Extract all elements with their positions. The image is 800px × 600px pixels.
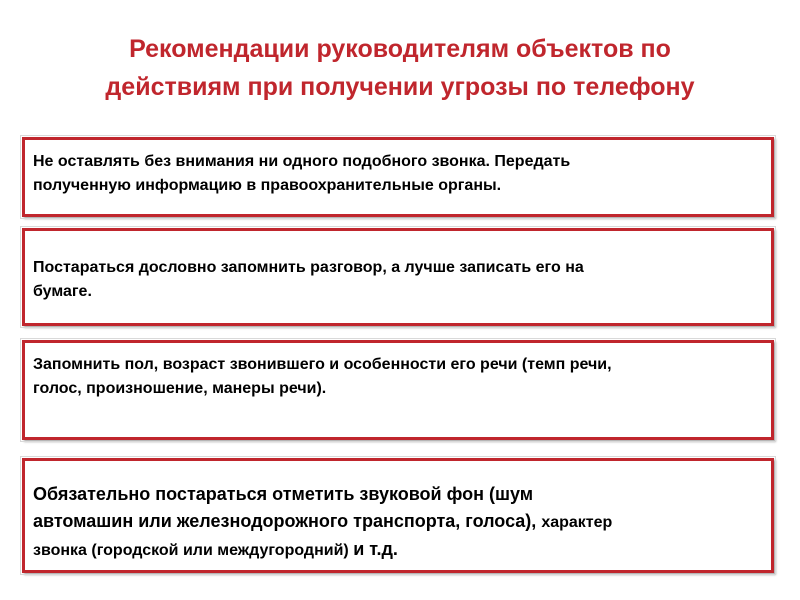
- title-line-2: действиям при получении угрозы по телефону: [105, 73, 695, 101]
- title-line-1: Рекомендации руководителям объектов по: [129, 35, 671, 63]
- recommendation-text-4-part-1: Обязательно постараться отметить звуковой фон (шум автомашин или железнодорожного транспорта, голоса),: [33, 484, 537, 531]
- recommendation-text-2: Постараться дословно запомнить разговор, а лучше записать его на бумаге.: [33, 259, 584, 300]
- recommendation-card-4: [22, 458, 774, 573]
- recommendation-text-1: Не оставлять без внимания ни одного подобного звонка. Передать полученную информацию в правоохранительные органы.: [33, 153, 571, 194]
- recommendation-text-3: Запомнить пол, возраст звонившего и особенности его речи (темп речи, голос, произношение, манеры речи).: [33, 356, 612, 397]
- recommendation-text-4: [33, 481, 761, 564]
- recommendation-text-4-part-2: характер звонка (городской или междугородний): [33, 514, 613, 559]
- recommendation-text-4-part-3: и т.д.: [353, 539, 398, 559]
- page-title: [0, 30, 800, 106]
- recommendation-card-3: [22, 340, 774, 440]
- recommendation-card-2: [22, 228, 774, 326]
- recommendation-card-1: [22, 137, 774, 217]
